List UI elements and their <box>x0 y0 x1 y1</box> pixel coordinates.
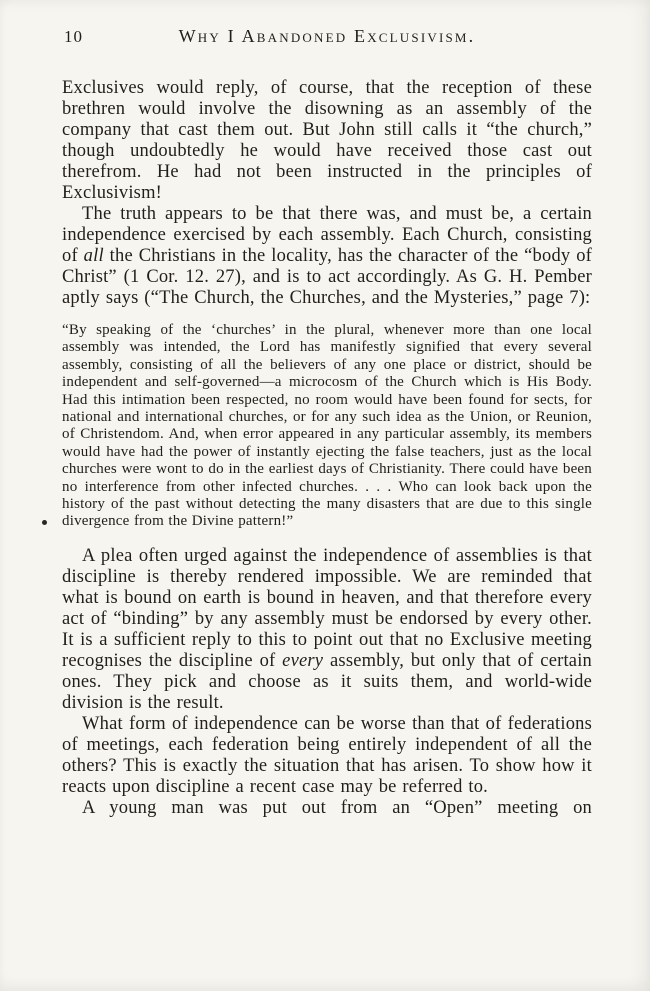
paragraph <box>62 546 592 714</box>
paragraph <box>62 204 592 309</box>
paragraph <box>62 798 592 819</box>
page-body <box>62 78 592 819</box>
ink-spot <box>42 520 47 525</box>
italic-text: all <box>83 246 104 266</box>
text-run: assembly, but only that of certain ones. They pick and choose as it suits them, and world-wide division is the result. <box>62 650 593 713</box>
blockquote <box>62 322 592 531</box>
page-number: 10 <box>64 27 83 46</box>
paragraph <box>62 78 592 204</box>
text-run: A young man was put out from an “Open” meeting on <box>82 797 592 818</box>
text-run: “By speaking of the ‘churches’ in the plural, whenever more than one local assembly was intended, the Lord has manifestly signified that every several assembly, consisting of all the believers of any one place or district, should be independent and self-governed—a microcosm of the Church which is His Body. Had this intimation been respected, no room would have been found for sects, for national and international churches, or for any such idea as the Union, or Reunion, of Christendom. And, when error appeared in any particular assembly, its members would have had the power of instantly ejecting the false teachers, just as the local churches were wont to do in the earliest days of Christianity. There could have been no interference from other infected churches. . . . Who can look back upon the history of the past without detecting the many disasters that are due to this single divergence from the Divine pattern!” <box>62 322 592 530</box>
text-run: the Christians in the locality, has the character of the “body of Christ” (1 Cor. 12. 27), and is to act accordingly. As G. H. Pember aptly says (“The Church, the Churches, and the Mysteries,” page 7): <box>62 246 593 308</box>
text-run: Exclusives would reply, of course, that the reception of these brethren would involve the disowning as an assembly of the company that cast them out. But John still calls it “the church,” though undoubtedly he would have received those cast out therefrom. He had not been instructed in the principles of Exclusivism! <box>62 78 592 203</box>
text-run: What form of independence can be worse than that of federations of meetings, each federation being entirely independent of all the others? This is exactly the situation that has arisen. To show how it reacts upon discipline a recent case may be referred to. <box>62 713 592 797</box>
text-run: The truth appears to be that there was, and must be, a certain independence exercised by each assembly. Each Church, consisting of <box>62 204 592 266</box>
italic-text: every <box>282 650 324 671</box>
paragraph <box>62 714 592 798</box>
text-run: A plea often urged against the independence of assemblies is that discipline is thereby rendered impossible. We are reminded that what is bound on earth is bound in heaven, and that therefore every act of “binding” by any assembly must be endorsed by every other. It is a sufficient reply to this to point out that no Exclusive meeting recognises the discipline of <box>62 545 592 671</box>
page-header <box>62 26 592 52</box>
running-title: Why I Abandoned Exclusivism. <box>178 26 476 46</box>
